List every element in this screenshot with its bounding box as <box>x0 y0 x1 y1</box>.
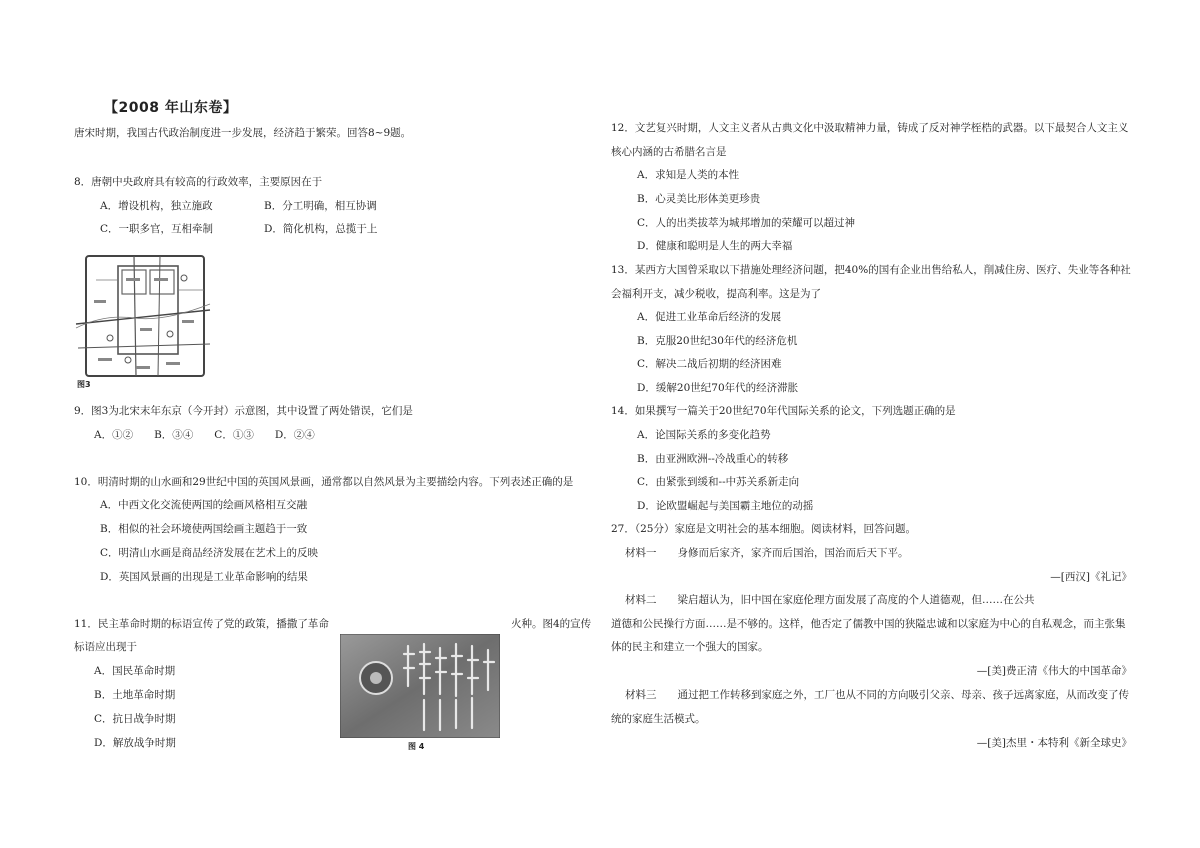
page-title: 【2008 年山东卷】 <box>104 100 238 116</box>
q27-material-2-line1: 材料二 梁启超认为，旧中国在家庭伦理方面发展了高度的个人道德观，但……在公共 <box>625 594 1035 606</box>
q14-option-b: B．由亚洲欧洲--冷战重心的转移 <box>637 453 789 465</box>
q10-option-a: A．中西文化交流使两国的绘画风格相互交融 <box>100 499 308 511</box>
q9-options: A．①② B．③④ C．①③ D．②④ <box>94 429 315 441</box>
q12-option-d: D．健康和聪明是人生的两大幸福 <box>637 240 793 252</box>
q12-stem-line1: 12．文艺复兴时期，人文主义者从古典文化中汲取精神力量，铸成了反对神学桎梏的武器。以下最契合人文主义 <box>611 122 1129 134</box>
q14-option-c: C．由紧张到缓和--中苏关系新走向 <box>637 476 800 488</box>
q10-option-d: D．英国风景画的出现是工业革命影响的结果 <box>100 571 308 583</box>
q10-option-b: B．相似的社会环境使两国绘画主题趋于一致 <box>100 523 308 535</box>
q8-option-c: C．一职多官，互相牵制 <box>100 223 214 235</box>
q9-stem: 9．图3为北宋末年东京（今开封）示意图，其中设置了两处错误，它们是 <box>74 405 413 417</box>
q12-option-c: C．人的出类拔萃为城邦增加的荣耀可以超过神 <box>637 217 856 229</box>
q14-stem: 14．如果撰写一篇关于20世纪70年代国际关系的论文，下列选题正确的是 <box>611 405 956 417</box>
q11-stem: 11．民主革命时期的标语宣传了党的政策，播撒了革命 <box>74 618 329 630</box>
q13-stem-line1: 13．某西方大国曾采取以下措施处理经济问题，把40%的国有企业出售给私人，削减住房、医疗、失业等各种社 <box>611 264 1131 276</box>
q11-option-a: A．国民革命时期 <box>94 665 176 677</box>
q13-stem-line2: 会福利开支，减少税收，提高利率。这是为了 <box>611 288 821 300</box>
q8-stem: 8．唐朝中央政府具有较高的行政效率，主要原因在于 <box>74 176 323 188</box>
q27-stem: 27．（25分）家庭是文明社会的基本细胞。阅读材料，回答问题。 <box>611 523 916 535</box>
figure-4-caption: 图 4 <box>408 742 425 751</box>
q27-material-1-source: —[西汉]《礼记》 <box>1050 571 1132 583</box>
slogan-photo <box>340 634 500 738</box>
figure-4-photo <box>340 634 500 738</box>
q10-stem: 10．明清时期的山水画和29世纪中国的英国风景画，通常都以自然风景为主要描绘内容。下列表述正确的是 <box>74 476 574 488</box>
q13-option-a: A．促进工业革命后经济的发展 <box>637 311 782 323</box>
figure-3-map <box>74 250 212 392</box>
intro-text: 唐宋时期，我国古代政治制度进一步发展，经济趋于繁荣。回答8~9题。 <box>74 127 412 139</box>
map-drawing <box>74 250 212 392</box>
q12-option-a: A．求知是人类的本性 <box>637 169 740 181</box>
q27-material-2-source: —[美]费正清《伟大的中国革命》 <box>976 665 1132 677</box>
q27-material-2-line3: 体的民主和建立一个强大的国家。 <box>611 641 769 653</box>
q8-option-a: A．增设机构，独立施政 <box>100 200 213 212</box>
q12-option-b: B．心灵美比形体美更珍贵 <box>637 193 761 205</box>
q13-option-c: C．解决二战后初期的经济困难 <box>637 358 782 370</box>
q27-material-1: 材料一 身修而后家齐，家齐而后国治，国治而后天下平。 <box>625 547 909 559</box>
q14-option-d: D．论欧盟崛起与美国霸主地位的动摇 <box>637 500 814 512</box>
q12-stem-line2: 核心内涵的古希腊名言是 <box>611 146 727 158</box>
q10-option-c: C．明清山水画是商品经济发展在艺术上的反映 <box>100 547 319 559</box>
q13-option-d: D．缓解20世纪70年代的经济滞胀 <box>637 382 799 394</box>
q14-option-a: A．论国际关系的多变化趋势 <box>637 429 771 441</box>
figure-3-caption: 图3 <box>77 380 91 389</box>
q11-option-b: B．土地革命时期 <box>94 689 176 701</box>
q13-option-b: B．克服20世纪30年代的经济危机 <box>637 335 798 347</box>
q27-material-3-line2: 统的家庭生活模式。 <box>611 713 706 725</box>
q27-material-3-source: —[美]杰里・本特利《新全球史》 <box>976 737 1132 749</box>
q8-option-b: B．分工明确，相互协调 <box>264 200 377 212</box>
q11-option-c: C．抗日战争时期 <box>94 713 176 725</box>
q8-option-d: D．简化机构，总揽于上 <box>264 223 378 235</box>
q11-stem-continued: 火种。图4的宣传 <box>511 618 592 630</box>
q11-stem-line2: 标语应出现于 <box>74 641 137 653</box>
q27-material-2-line2: 道德和公民操行方面……是不够的。这样，他否定了儒教中国的狭隘忠诚和以家庭为中心的自私观念，而主张集 <box>611 618 1126 630</box>
q11-option-d: D．解放战争时期 <box>94 737 176 749</box>
q27-material-3-line1: 材料三 通过把工作转移到家庭之外，工厂也从不同的方向吸引父亲、母亲、孩子远离家庭，从而改变了传 <box>625 689 1129 701</box>
